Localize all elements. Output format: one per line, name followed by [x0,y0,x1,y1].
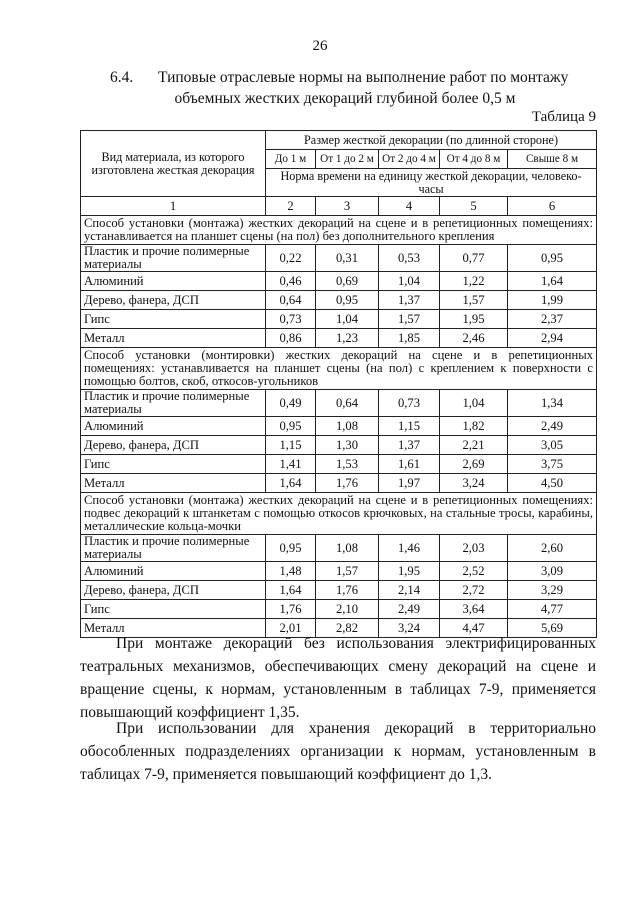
table-row [81,474,597,493]
size-range-cell: Свыше 8 м [508,150,597,169]
material-name: Дерево, фанера, ДСП [81,436,266,455]
norm-value: 0,31 [316,245,379,272]
norm-value: 0,22 [266,245,316,272]
norm-value: 1,08 [316,535,379,562]
material-name: Гипс [81,600,266,619]
norm-value: 3,09 [508,562,597,581]
column-number: 6 [508,197,597,216]
norm-value: 0,86 [266,329,316,348]
column-number: 1 [81,197,266,216]
norm-value: 1,95 [379,562,440,581]
norm-value: 2,72 [440,581,508,600]
material-name: Дерево, фанера, ДСП [81,291,266,310]
norm-value: 2,46 [440,329,508,348]
size-range-cell: От 4 до 8 м [440,150,508,169]
section-title-line-2: объемных жестких декораций глубиной более 0,5 м [174,90,516,107]
norm-value: 1,23 [316,329,379,348]
material-name: Пластик и прочие полимерные материалы [81,390,266,417]
norm-value: 1,41 [266,455,316,474]
norm-value: 1,37 [379,436,440,455]
material-name: Алюминий [81,272,266,291]
norm-value: 1,53 [316,455,379,474]
norm-value: 0,95 [508,245,597,272]
installation-method-title: Способ установки (монтажа) жестких декораций на сцене и в репетиционных помещениях: подвес декораций к штанкетам с помощью откосов крючковых, на стальные тросы, карабины, металлические кольца-мочки [81,493,597,535]
norm-value: 3,75 [508,455,597,474]
norm-value: 1,64 [508,272,597,291]
norm-value: 1,99 [508,291,597,310]
norm-value: 0,49 [266,390,316,417]
table-row [81,562,597,581]
norm-value: 2,03 [440,535,508,562]
paragraph-coefficient-2 [80,717,596,786]
material-name: Пластик и прочие полимерные материалы [81,245,266,272]
norm-value: 1,22 [440,272,508,291]
table-row [81,329,597,348]
material-name: Гипс [81,455,266,474]
norm-value: 0,53 [379,245,440,272]
norm-value: 0,46 [266,272,316,291]
norm-value: 1,04 [316,310,379,329]
table-row [81,417,597,436]
norm-value: 1,46 [379,535,440,562]
norm-value: 5,69 [508,619,597,638]
material-name: Пластик и прочие полимерные материалы [81,535,266,562]
norm-value: 2,21 [440,436,508,455]
norm-value: 0,95 [266,417,316,436]
norm-value: 3,24 [379,619,440,638]
norm-value: 0,95 [266,535,316,562]
material-name: Алюминий [81,562,266,581]
norm-value: 1,15 [379,417,440,436]
norm-value: 0,95 [316,291,379,310]
norm-value: 4,47 [440,619,508,638]
norm-value: 0,64 [316,390,379,417]
norm-value: 0,69 [316,272,379,291]
norm-unit-header: Норма времени на единицу жесткой декорации, человеко-часы [266,169,597,197]
norm-value: 3,24 [440,474,508,493]
material-name: Металл [81,474,266,493]
material-name: Металл [81,329,266,348]
norm-value: 1,64 [266,581,316,600]
norm-value: 4,50 [508,474,597,493]
table-row [81,390,597,417]
norm-value: 3,64 [440,600,508,619]
norm-value: 2,37 [508,310,597,329]
column-number: 5 [440,197,508,216]
norm-value: 2,49 [379,600,440,619]
table-row [81,272,597,291]
norm-value: 1,85 [379,329,440,348]
material-column-header: Вид материала, из которого изготовлена жесткая декорация [81,131,266,197]
table-row [81,310,597,329]
norm-value: 1,57 [316,562,379,581]
installation-method-title: Способ установки (монтировки) жестких декораций на сцене и в репетиционных помещениях: устанавливается на планшет сцены (на пол) с креплением к поверхности с помощью болтов, скоб, откосов-угольников [81,348,597,390]
norm-value: 4,77 [508,600,597,619]
norm-value: 2,52 [440,562,508,581]
norms-table [80,130,597,638]
norm-value: 1,82 [440,417,508,436]
page-number: 26 [312,38,328,54]
norm-value: 1,76 [316,581,379,600]
table-row [81,436,597,455]
method-section-row [81,493,597,535]
material-name: Алюминий [81,417,266,436]
table-row [81,535,597,562]
method-section-row [81,348,597,390]
norm-value: 1,37 [379,291,440,310]
size-range-cell: До 1 м [266,150,316,169]
norm-value: 1,04 [379,272,440,291]
table-row [81,581,597,600]
installation-method-title: Способ установки (монтажа) жестких декораций на сцене и в репетиционных помещениях: устанавливается на планшет сцены (на пол) без дополнительного крепления [81,216,597,245]
norm-value: 2,82 [316,619,379,638]
norm-value: 0,73 [379,390,440,417]
norm-value: 1,57 [440,291,508,310]
norm-value: 1,76 [316,474,379,493]
norm-value: 1,34 [508,390,597,417]
norm-value: 1,08 [316,417,379,436]
norm-value: 0,73 [266,310,316,329]
norm-value: 2,14 [379,581,440,600]
norm-value: 1,30 [316,436,379,455]
norm-value: 2,94 [508,329,597,348]
norm-value: 1,57 [379,310,440,329]
table-row [81,455,597,474]
norm-value: 2,01 [266,619,316,638]
section-title-line-1: Типовые отраслевые нормы на выполнение работ по монтажу [158,69,569,86]
norm-value: 1,64 [266,474,316,493]
norm-value: 2,60 [508,535,597,562]
norm-value: 0,64 [266,291,316,310]
norm-value: 3,29 [508,581,597,600]
norm-value: 2,49 [508,417,597,436]
table-label: Таблица 9 [531,109,596,125]
norm-value: 1,97 [379,474,440,493]
norm-value: 1,76 [266,600,316,619]
column-number-row [81,197,597,216]
paragraph-coefficient-1 [80,632,596,724]
norm-value: 3,05 [508,436,597,455]
table-row [81,245,597,272]
norm-value: 1,15 [266,436,316,455]
norm-value: 0,77 [440,245,508,272]
section-number: 6.4. [110,69,134,86]
column-number: 2 [266,197,316,216]
size-column-header: Размер жесткой декорации (по длинной стороне) [266,131,597,150]
table-row [81,600,597,619]
column-number: 4 [379,197,440,216]
method-section-row [81,216,597,245]
material-name: Металл [81,619,266,638]
size-range-cell: От 1 до 2 м [316,150,379,169]
material-name: Гипс [81,310,266,329]
table-header-row [81,131,597,150]
norm-value: 1,95 [440,310,508,329]
norm-value: 2,10 [316,600,379,619]
material-name: Дерево, фанера, ДСП [81,581,266,600]
norm-value: 2,69 [440,455,508,474]
paragraph-text: При использовании для хранения декораций в территориально обособленных подразделениях организации к нормам, установленным в таблицах 7-9, применяется повышающий коэффициент до 1,3. [80,720,596,783]
paragraph-text: При монтаже декораций без использования электрифицированных театральных механизмов, обеспечивающих смену декораций на сцене и вращение сцены, к нормам, установленным в таблицах 7-9, применяется повышающий коэффициент 1,35. [80,635,596,721]
norm-value: 1,61 [379,455,440,474]
table-row [81,291,597,310]
size-range-cell: От 2 до 4 м [379,150,440,169]
norm-value: 1,04 [440,390,508,417]
column-number: 3 [316,197,379,216]
norm-value: 1,48 [266,562,316,581]
